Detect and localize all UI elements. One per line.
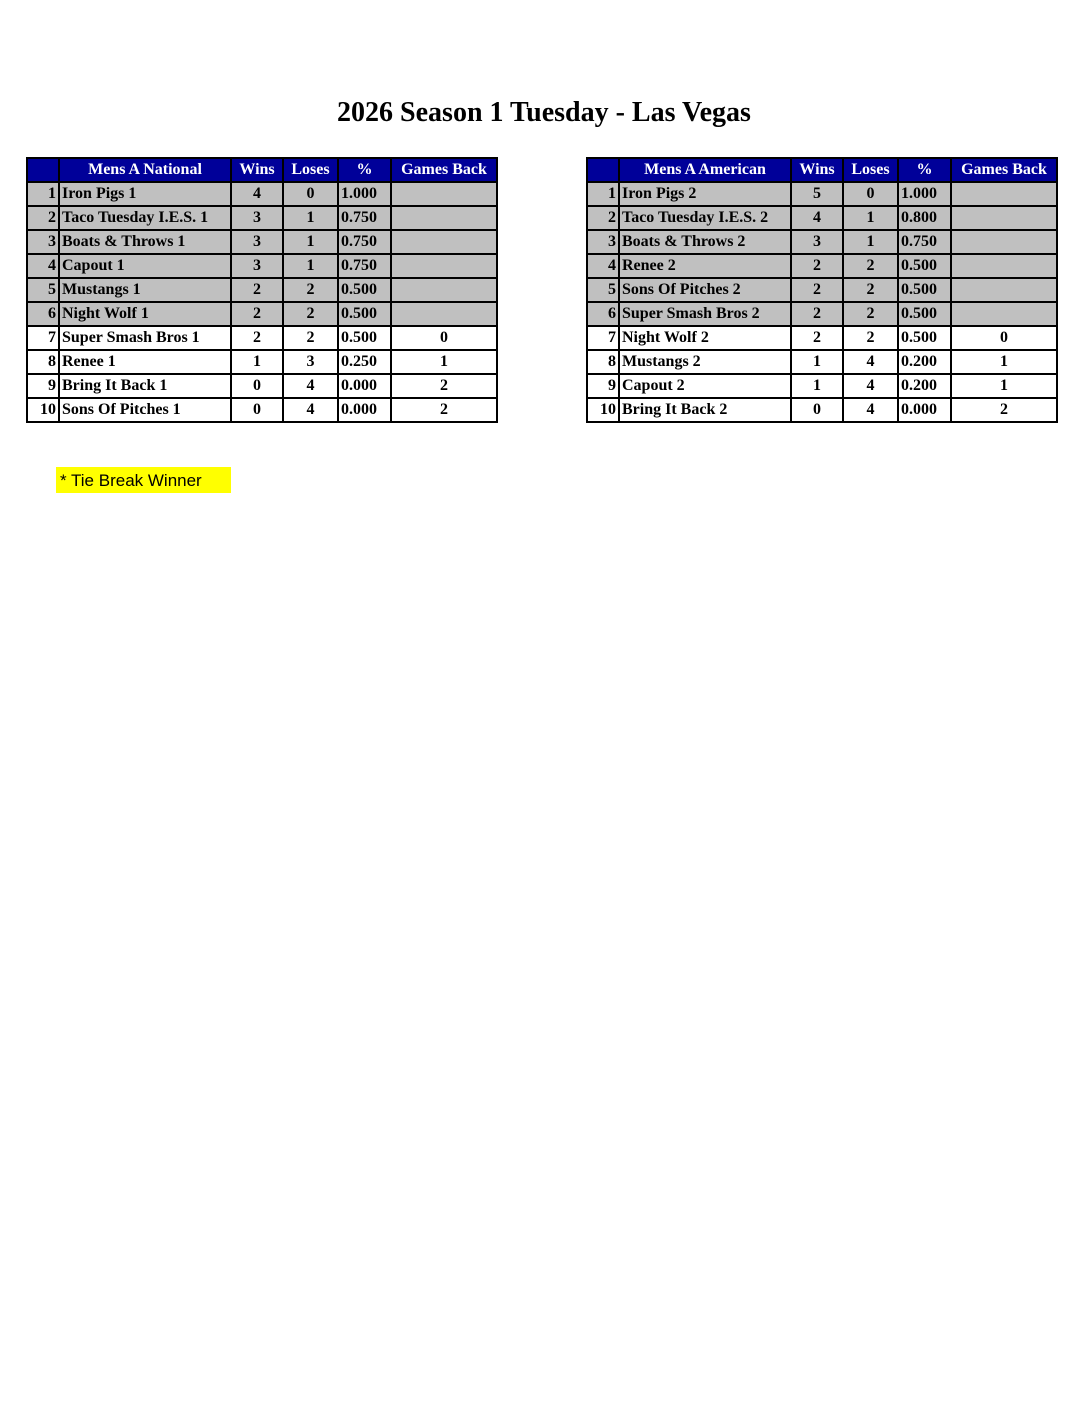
team-name-cell: Sons Of Pitches 2 bbox=[619, 278, 791, 302]
table-row bbox=[27, 326, 497, 350]
table-row bbox=[587, 302, 1057, 326]
wins-cell: 1 bbox=[791, 350, 843, 374]
pct-header: % bbox=[898, 158, 951, 182]
division-header: Mens A American bbox=[619, 158, 791, 182]
rank-cell: 8 bbox=[587, 350, 619, 374]
games-back-header: Games Back bbox=[391, 158, 497, 182]
rank-cell: 3 bbox=[27, 230, 59, 254]
loses-cell: 1 bbox=[843, 230, 898, 254]
table-row bbox=[587, 326, 1057, 350]
pct-cell: 0.000 bbox=[338, 374, 391, 398]
table-row bbox=[587, 350, 1057, 374]
loses-cell: 4 bbox=[843, 350, 898, 374]
games-back-cell bbox=[951, 230, 1057, 254]
wins-cell: 2 bbox=[791, 254, 843, 278]
games-back-header: Games Back bbox=[951, 158, 1057, 182]
games-back-cell bbox=[951, 182, 1057, 206]
table-row bbox=[27, 302, 497, 326]
games-back-cell: 0 bbox=[391, 326, 497, 350]
games-back-cell: 1 bbox=[951, 350, 1057, 374]
games-back-cell: 2 bbox=[391, 374, 497, 398]
rank-cell: 9 bbox=[27, 374, 59, 398]
table-row bbox=[587, 374, 1057, 398]
standings-table-american bbox=[586, 157, 1058, 423]
pct-cell: 0.750 bbox=[338, 230, 391, 254]
games-back-cell bbox=[391, 254, 497, 278]
pct-cell: 0.500 bbox=[338, 302, 391, 326]
wins-cell: 0 bbox=[231, 374, 283, 398]
wins-cell: 2 bbox=[231, 326, 283, 350]
pct-cell: 0.500 bbox=[338, 326, 391, 350]
rank-cell: 3 bbox=[587, 230, 619, 254]
table-row bbox=[587, 254, 1057, 278]
rank-cell: 4 bbox=[587, 254, 619, 278]
games-back-cell: 1 bbox=[391, 350, 497, 374]
loses-cell: 4 bbox=[283, 374, 338, 398]
rank-cell: 6 bbox=[587, 302, 619, 326]
wins-cell: 0 bbox=[791, 398, 843, 422]
table-row bbox=[27, 350, 497, 374]
rank-cell: 4 bbox=[27, 254, 59, 278]
wins-cell: 2 bbox=[791, 302, 843, 326]
rank-cell: 5 bbox=[27, 278, 59, 302]
table-row bbox=[587, 278, 1057, 302]
games-back-cell bbox=[391, 230, 497, 254]
loses-cell: 2 bbox=[283, 326, 338, 350]
games-back-cell: 0 bbox=[951, 326, 1057, 350]
team-name-cell: Taco Tuesday I.E.S. 2 bbox=[619, 206, 791, 230]
header-row bbox=[27, 158, 497, 182]
pct-header: % bbox=[338, 158, 391, 182]
rank-header bbox=[27, 158, 59, 182]
games-back-cell: 1 bbox=[951, 374, 1057, 398]
wins-cell: 1 bbox=[231, 350, 283, 374]
tie-break-legend: * Tie Break Winner bbox=[56, 467, 231, 493]
table-row bbox=[27, 398, 497, 422]
games-back-cell bbox=[951, 206, 1057, 230]
games-back-cell: 2 bbox=[391, 398, 497, 422]
loses-header: Loses bbox=[843, 158, 898, 182]
team-name-cell: Bring It Back 2 bbox=[619, 398, 791, 422]
rank-cell: 7 bbox=[27, 326, 59, 350]
table-row bbox=[27, 182, 497, 206]
table-row bbox=[27, 278, 497, 302]
loses-cell: 0 bbox=[283, 182, 338, 206]
games-back-cell bbox=[951, 302, 1057, 326]
rank-header bbox=[587, 158, 619, 182]
wins-cell: 3 bbox=[231, 254, 283, 278]
rank-cell: 10 bbox=[587, 398, 619, 422]
pct-cell: 0.250 bbox=[338, 350, 391, 374]
rank-cell: 8 bbox=[27, 350, 59, 374]
loses-cell: 2 bbox=[843, 326, 898, 350]
table-row bbox=[27, 230, 497, 254]
pct-cell: 1.000 bbox=[898, 182, 951, 206]
table-row bbox=[27, 254, 497, 278]
rank-cell: 1 bbox=[587, 182, 619, 206]
pct-cell: 1.000 bbox=[338, 182, 391, 206]
pct-cell: 0.800 bbox=[898, 206, 951, 230]
team-name-cell: Iron Pigs 2 bbox=[619, 182, 791, 206]
wins-header: Wins bbox=[231, 158, 283, 182]
loses-cell: 2 bbox=[843, 254, 898, 278]
loses-cell: 1 bbox=[283, 230, 338, 254]
games-back-cell bbox=[391, 182, 497, 206]
rank-cell: 10 bbox=[27, 398, 59, 422]
loses-cell: 2 bbox=[843, 278, 898, 302]
team-name-cell: Sons Of Pitches 1 bbox=[59, 398, 231, 422]
wins-cell: 2 bbox=[231, 278, 283, 302]
loses-cell: 1 bbox=[283, 206, 338, 230]
wins-cell: 0 bbox=[231, 398, 283, 422]
table-row bbox=[27, 374, 497, 398]
wins-header: Wins bbox=[791, 158, 843, 182]
pct-cell: 0.500 bbox=[898, 278, 951, 302]
team-name-cell: Night Wolf 2 bbox=[619, 326, 791, 350]
pct-cell: 0.500 bbox=[898, 254, 951, 278]
rank-cell: 1 bbox=[27, 182, 59, 206]
pct-cell: 0.200 bbox=[898, 350, 951, 374]
team-name-cell: Iron Pigs 1 bbox=[59, 182, 231, 206]
games-back-cell bbox=[951, 254, 1057, 278]
loses-header: Loses bbox=[283, 158, 338, 182]
loses-cell: 2 bbox=[283, 302, 338, 326]
table-row bbox=[27, 206, 497, 230]
team-name-cell: Boats & Throws 2 bbox=[619, 230, 791, 254]
table-row bbox=[587, 206, 1057, 230]
pct-cell: 0.000 bbox=[338, 398, 391, 422]
wins-cell: 5 bbox=[791, 182, 843, 206]
team-name-cell: Renee 1 bbox=[59, 350, 231, 374]
team-name-cell: Boats & Throws 1 bbox=[59, 230, 231, 254]
loses-cell: 4 bbox=[283, 398, 338, 422]
wins-cell: 1 bbox=[791, 374, 843, 398]
team-name-cell: Renee 2 bbox=[619, 254, 791, 278]
header-row bbox=[587, 158, 1057, 182]
pct-cell: 0.500 bbox=[338, 278, 391, 302]
page-title: 2026 Season 1 Tuesday - Las Vegas bbox=[337, 97, 751, 128]
team-name-cell: Capout 2 bbox=[619, 374, 791, 398]
games-back-cell bbox=[951, 278, 1057, 302]
pct-cell: 0.500 bbox=[898, 302, 951, 326]
games-back-cell bbox=[391, 302, 497, 326]
team-name-cell: Super Smash Bros 1 bbox=[59, 326, 231, 350]
pct-cell: 0.200 bbox=[898, 374, 951, 398]
loses-cell: 1 bbox=[843, 206, 898, 230]
team-name-cell: Mustangs 2 bbox=[619, 350, 791, 374]
team-name-cell: Mustangs 1 bbox=[59, 278, 231, 302]
loses-cell: 4 bbox=[843, 398, 898, 422]
pct-cell: 0.750 bbox=[338, 206, 391, 230]
games-back-cell bbox=[391, 278, 497, 302]
games-back-cell: 2 bbox=[951, 398, 1057, 422]
rank-cell: 2 bbox=[27, 206, 59, 230]
team-name-cell: Capout 1 bbox=[59, 254, 231, 278]
table-row bbox=[587, 230, 1057, 254]
division-header: Mens A National bbox=[59, 158, 231, 182]
rank-cell: 6 bbox=[27, 302, 59, 326]
loses-cell: 4 bbox=[843, 374, 898, 398]
loses-cell: 2 bbox=[283, 278, 338, 302]
pct-cell: 0.500 bbox=[898, 326, 951, 350]
loses-cell: 2 bbox=[843, 302, 898, 326]
games-back-cell bbox=[391, 206, 497, 230]
rank-cell: 7 bbox=[587, 326, 619, 350]
wins-cell: 3 bbox=[231, 206, 283, 230]
table-row bbox=[587, 182, 1057, 206]
pct-cell: 0.750 bbox=[338, 254, 391, 278]
wins-cell: 2 bbox=[791, 278, 843, 302]
wins-cell: 4 bbox=[791, 206, 843, 230]
table-row bbox=[587, 398, 1057, 422]
team-name-cell: Night Wolf 1 bbox=[59, 302, 231, 326]
rank-cell: 9 bbox=[587, 374, 619, 398]
rank-cell: 5 bbox=[587, 278, 619, 302]
wins-cell: 2 bbox=[231, 302, 283, 326]
loses-cell: 0 bbox=[843, 182, 898, 206]
rank-cell: 2 bbox=[587, 206, 619, 230]
wins-cell: 3 bbox=[231, 230, 283, 254]
pct-cell: 0.750 bbox=[898, 230, 951, 254]
team-name-cell: Taco Tuesday I.E.S. 1 bbox=[59, 206, 231, 230]
team-name-cell: Bring It Back 1 bbox=[59, 374, 231, 398]
pct-cell: 0.000 bbox=[898, 398, 951, 422]
wins-cell: 4 bbox=[231, 182, 283, 206]
standings-table-national bbox=[26, 157, 498, 423]
wins-cell: 3 bbox=[791, 230, 843, 254]
loses-cell: 1 bbox=[283, 254, 338, 278]
team-name-cell: Super Smash Bros 2 bbox=[619, 302, 791, 326]
wins-cell: 2 bbox=[791, 326, 843, 350]
loses-cell: 3 bbox=[283, 350, 338, 374]
